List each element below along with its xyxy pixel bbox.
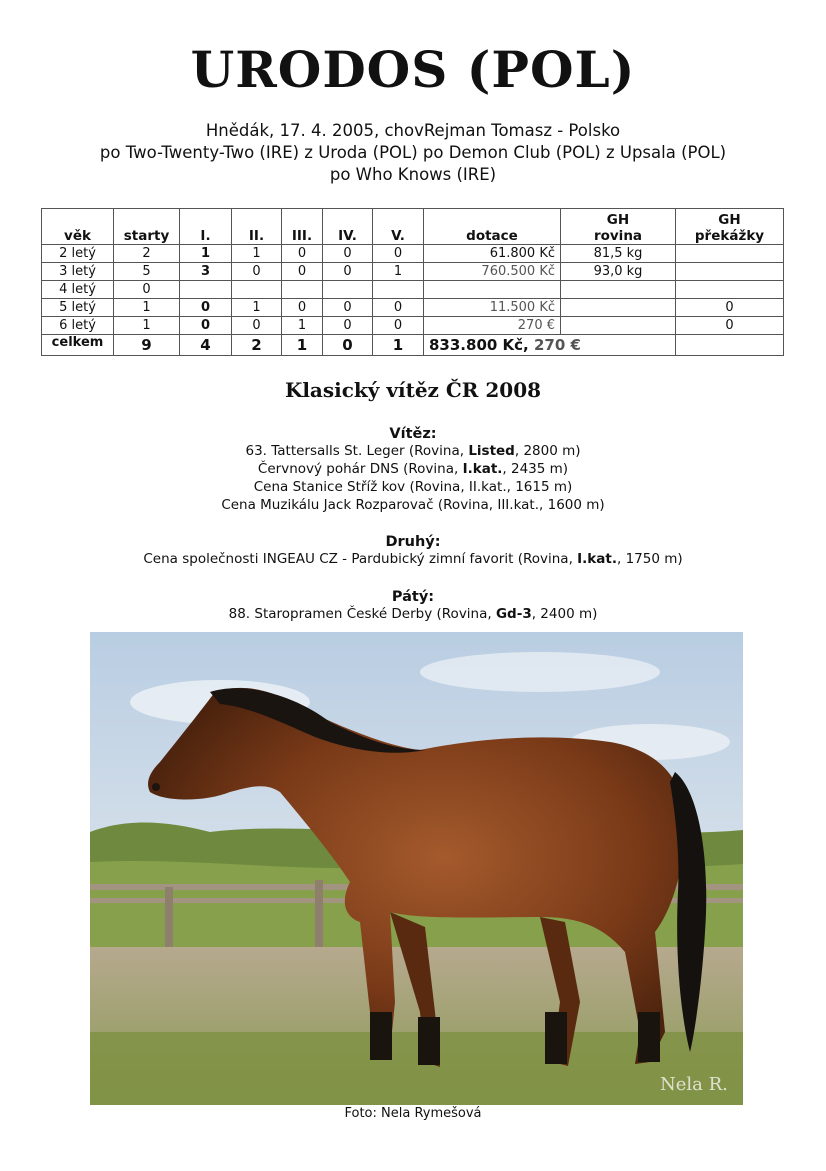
header-second: II.: [232, 209, 282, 245]
row-second: 0: [232, 317, 282, 335]
row-prize: 61.800 Kč: [424, 245, 561, 263]
table-row: [42, 281, 784, 299]
photo-caption: Foto: Nela Rymešová: [344, 1106, 482, 1121]
race-line-suffix: , 2435 m): [502, 461, 569, 477]
horse-info-line-1: Hnědák, 17. 4. 2005, chovRejman Tomasz - Polsko: [205, 121, 621, 140]
horse-photo-illustration: [90, 632, 743, 1105]
winner-section: [0, 426, 826, 514]
total-starts: 9: [114, 335, 180, 356]
header-starts: starty: [114, 209, 180, 245]
row-gh-jump: 0: [676, 299, 784, 317]
row-fourth: 0: [323, 245, 373, 263]
header-prize: dotace: [424, 209, 561, 245]
row-fourth: [323, 281, 373, 299]
total-second: 2: [232, 335, 282, 356]
row-fourth: 0: [323, 299, 373, 317]
row-gh-flat: 81,5 kg: [561, 245, 676, 263]
table-header-row: [42, 209, 784, 245]
race-category: I.kat.: [462, 461, 503, 477]
row-age: 3 letý: [42, 263, 114, 281]
race-line-suffix: , 2400 m): [531, 606, 598, 622]
table-row: [42, 245, 784, 263]
row-third: [282, 281, 323, 299]
header-gh-jump: GH překážky: [676, 209, 784, 245]
row-first: 0: [180, 317, 232, 335]
winner-race-list: [0, 442, 826, 514]
row-prize: 270 €: [424, 317, 561, 335]
row-gh-flat: [561, 317, 676, 335]
row-starts: 0: [114, 281, 180, 299]
table-row: [42, 263, 784, 281]
total-prize-czk: 833.800 Kč,: [429, 336, 529, 354]
row-gh-flat: [561, 299, 676, 317]
row-age: 6 letý: [42, 317, 114, 335]
row-fifth: 0: [373, 245, 424, 263]
row-prize: [424, 281, 561, 299]
row-fourth: 0: [323, 317, 373, 335]
classic-winner-heading: Klasický vítěz ČR 2008: [284, 378, 542, 402]
row-second: [232, 281, 282, 299]
row-third: 0: [282, 245, 323, 263]
row-gh-jump: [676, 263, 784, 281]
row-second: 1: [232, 299, 282, 317]
row-age: 5 letý: [42, 299, 114, 317]
race-category: I.kat.: [577, 551, 617, 567]
row-starts: 1: [114, 299, 180, 317]
row-age: 2 letý: [42, 245, 114, 263]
fifth-section: [0, 589, 826, 623]
total-fourth: 0: [323, 335, 373, 356]
header-age: věk: [42, 209, 114, 245]
race-line-suffix: , 1750 m): [616, 551, 683, 567]
total-third: 1: [282, 335, 323, 356]
header-first: I.: [180, 209, 232, 245]
row-fifth: 0: [373, 299, 424, 317]
fifth-race-list: [0, 605, 826, 623]
row-first: 0: [180, 299, 232, 317]
second-section: [0, 534, 826, 568]
header-gh-flat: GH rovina: [561, 209, 676, 245]
row-starts: 1: [114, 317, 180, 335]
winner-heading: Vítěz:: [389, 426, 437, 442]
race-line-text: 88. Staropramen České Derby (Rovina,: [228, 606, 496, 622]
race-line: [0, 605, 826, 623]
header-fifth: V.: [373, 209, 424, 245]
race-line-text: Cena Muzikálu Jack Rozparovač (Rovina, III.kat., 1600 m): [221, 497, 605, 513]
row-fifth: [373, 281, 424, 299]
row-second: 0: [232, 263, 282, 281]
race-line-text: 63. Tattersalls St. Leger (Rovina,: [245, 443, 469, 459]
row-starts: 2: [114, 245, 180, 263]
row-gh-jump: 0: [676, 317, 784, 335]
total-empty: [676, 335, 784, 356]
row-gh-jump: [676, 245, 784, 263]
row-starts: 5: [114, 263, 180, 281]
header-fourth: IV.: [323, 209, 373, 245]
second-race-list: [0, 550, 826, 568]
horse-pedigree-line-1: po Two-Twenty-Two (IRE) z Uroda (POL) po Demon Club (POL) z Upsala (POL): [99, 143, 727, 162]
race-line-text: Červnový pohár DNS (Rovina,: [257, 461, 463, 477]
race-category: Gd-3: [495, 606, 532, 622]
table-row: [42, 299, 784, 317]
row-gh-jump: [676, 281, 784, 299]
total-label: celkem: [42, 335, 114, 356]
total-prize-eur: 270 €: [534, 336, 581, 354]
row-third: 0: [282, 263, 323, 281]
row-first: 3: [180, 263, 232, 281]
row-prize: 11.500 Kč: [424, 299, 561, 317]
row-age: 4 letý: [42, 281, 114, 299]
row-second: 1: [232, 245, 282, 263]
race-stats-table: [41, 208, 784, 356]
race-line: [0, 496, 826, 514]
race-line: [0, 460, 826, 478]
fifth-heading: Pátý:: [391, 589, 435, 605]
race-line-text: Cena Stanice Stříž kov (Rovina, II.kat., 1615 m): [253, 479, 573, 495]
race-line: [0, 442, 826, 460]
race-line: [0, 478, 826, 496]
row-gh-flat: 93,0 kg: [561, 263, 676, 281]
row-third: 1: [282, 317, 323, 335]
row-fifth: 0: [373, 317, 424, 335]
header-third: III.: [282, 209, 323, 245]
horse-pedigree-line-2: po Who Knows (IRE): [329, 165, 497, 184]
race-line-text: Cena společnosti INGEAU CZ - Pardubický zimní favorit (Rovina,: [143, 551, 578, 567]
row-fifth: 1: [373, 263, 424, 281]
photo-watermark: Nela R.: [660, 1074, 728, 1095]
race-category: Listed: [468, 443, 515, 459]
table-row: [42, 317, 784, 335]
row-fourth: 0: [323, 263, 373, 281]
row-third: 0: [282, 299, 323, 317]
row-first: 1: [180, 245, 232, 263]
total-prize: [424, 335, 676, 356]
total-fifth: 1: [373, 335, 424, 356]
race-line: [0, 550, 826, 568]
table-total-row: [42, 335, 784, 356]
horse-photo: [90, 632, 743, 1105]
row-first: [180, 281, 232, 299]
race-line-suffix: , 2800 m): [514, 443, 581, 459]
total-first: 4: [180, 335, 232, 356]
horse-name: URODOS (POL): [190, 40, 636, 99]
row-gh-flat: [561, 281, 676, 299]
row-prize: 760.500 Kč: [424, 263, 561, 281]
second-heading: Druhý:: [385, 534, 441, 550]
